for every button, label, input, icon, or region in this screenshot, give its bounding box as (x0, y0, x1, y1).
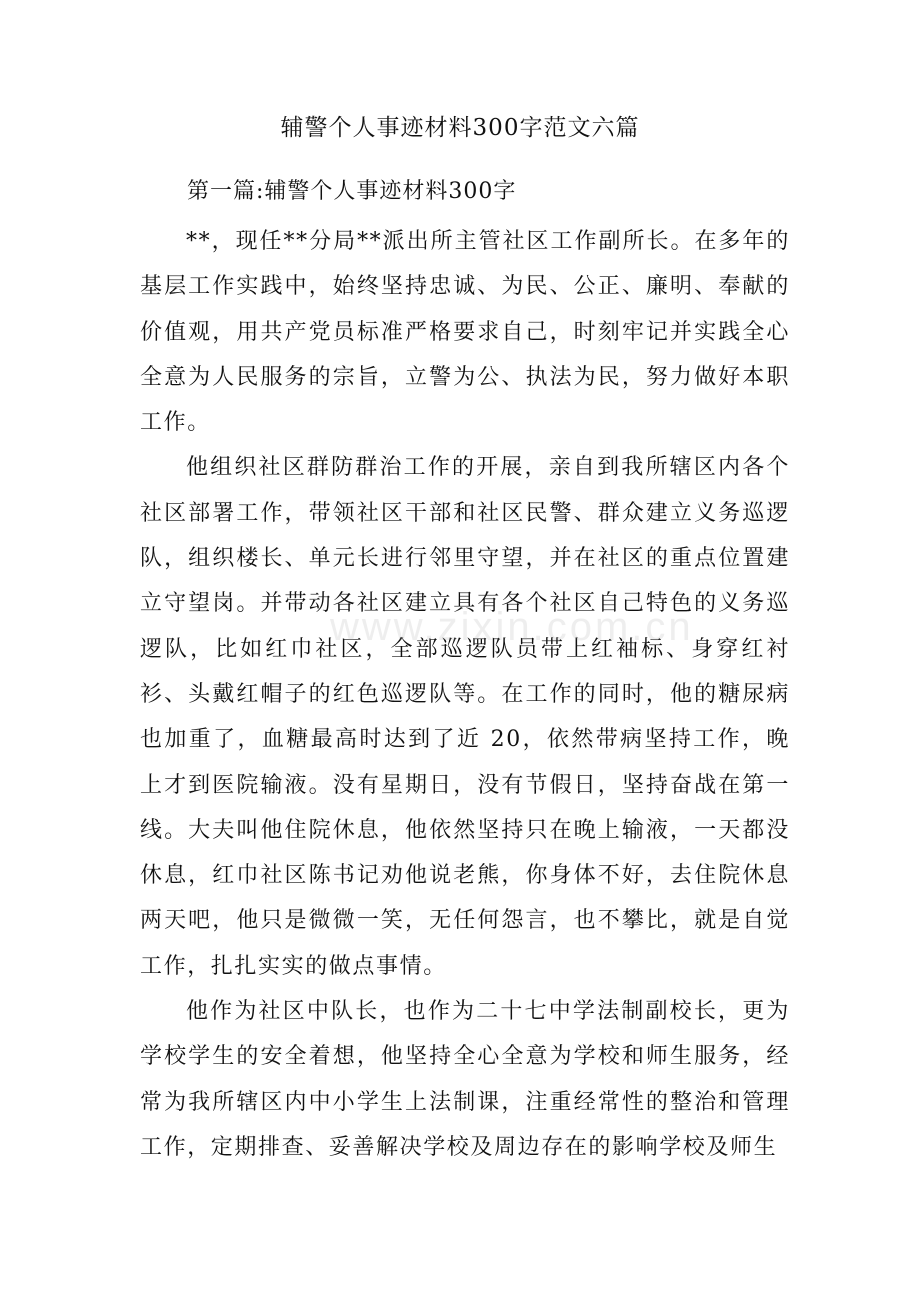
document-body (140, 219, 790, 1170)
document-title: 辅警个人事迹材料300字范文六篇 (280, 115, 640, 141)
paragraph-2: 他组织社区群防群治工作的开展，亲自到我所辖区内各个社区部署工作，带领社区干部和社区民警、群众建立义务巡逻队，组织楼长、单元长进行邻里守望，并在社区的重点位置建立守望岗。并带动各社区建立具有各个社区自己特色的义务巡逻队，比如红巾社区，全部巡逻队员带上红袖标、身穿红衬衫、头戴红帽子的红色巡逻队等。在工作的同时，他的糖尿病也加重了，血糖最高时达到了近 20，依然带病坚持工作，晚上才到医院输液。没有星期日，没有节假日，坚持奋战在第一线。大夫叫他住院休息，他依然坚持只在晚上输液，一天都没休息，红巾社区陈书记劝他说老熊，你身体不好，去住院休息两天吧，他只是微微一笑，无任何怨言，也不攀比，就是自觉工作，扎扎实实的做点事情。 (140, 455, 790, 979)
paragraph-3: 他作为社区中队长，也作为二十七中学法制副校长，更为学校学生的安全着想，他坚持全心全意为学校和师生服务，经常为我所辖区内中小学生上法制课，注重经常性的整治和管理工作，定期排查、妥善解决学校及周边存在的影响学校及师生 (140, 999, 790, 1160)
watermark: www.zixin.com.cn (330, 605, 694, 649)
paragraph-1: **，现任**分局**派出所主管社区工作副所长。在多年的基层工作实践中，始终坚持忠诚、为民、公正、廉明、奉献的价值观，用共产党员标准严格要求自己，时刻牢记并实践全心全意为人民服务的宗旨，立警为公、执法为民，努力做好本职工作。 (140, 229, 790, 436)
section-heading: 第一篇:辅警个人事迹材料300字 (187, 179, 517, 204)
